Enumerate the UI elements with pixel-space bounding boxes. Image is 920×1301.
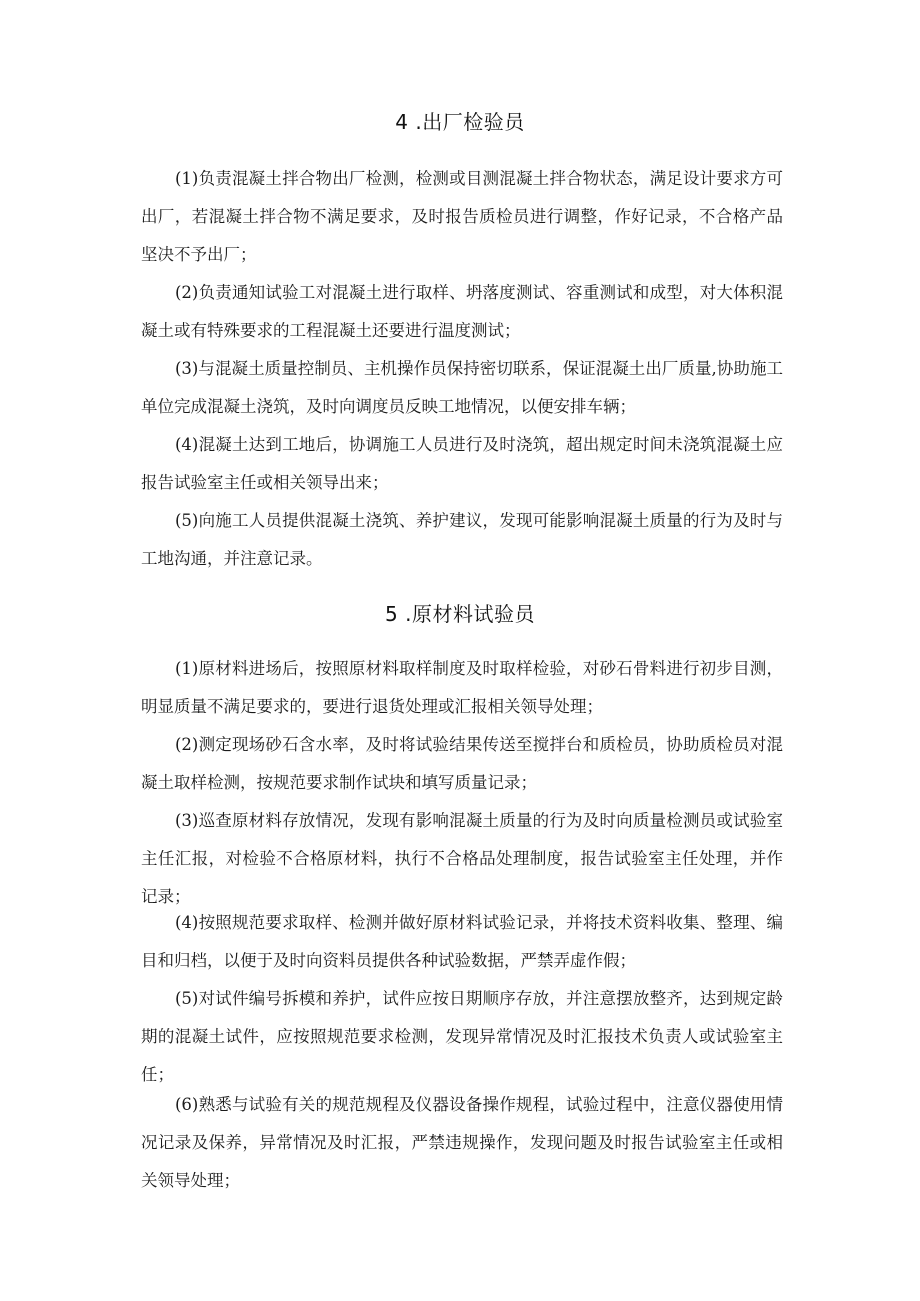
paragraph: (2)负责通知试验工对混凝土进行取样、坍落度测试、容重测试和成型，对大体积混凝土或有特殊要求的工程混凝土还要进行温度测试； — [141, 283, 783, 340]
section-title: 4 .出厂检验员 — [395, 110, 525, 134]
section-title: 5 .原材料试验员 — [385, 602, 535, 626]
paragraph: (5)对试件编号拆模和养护，试件应按日期顺序存放，并注意摆放整齐，达到规定龄期的混凝土试件，应按照规范要求检测，发现异常情况及时汇报技术负责人或试验室主任； — [141, 989, 783, 1084]
paragraph: (1)原材料进场后，按照原材料取样制度及时取样检验，对砂石骨料进行初步目测，明显质量不满足要求的，要进行退货处理或汇报相关领导处理； — [141, 659, 783, 716]
paragraph: (4)按照规范要求取样、检测并做好原材料试验记录，并将技术资料收集、整理、编目和归档，以便于及时向资料员提供各种试验数据，严禁弄虚作假； — [141, 913, 783, 970]
paragraph: (4)混凝土达到工地后，协调施工人员进行及时浇筑，超出规定时间未浇筑混凝土应报告试验室主任或相关领导出来； — [141, 435, 783, 492]
paragraph: (6)熟悉与试验有关的规范规程及仪器设备操作规程，试验过程中，注意仪器使用情况记录及保养，异常情况及时汇报，严禁违规操作，发现问题及时报告试验室主任或相关领导处理； — [141, 1095, 783, 1190]
paragraph: (5)向施工人员提供混凝土浇筑、养护建议，发现可能影响混凝土质量的行为及时与工地沟通，并注意记录。 — [141, 511, 783, 568]
paragraph: (3)巡查原材料存放情况，发现有影响混凝土质量的行为及时向质量检测员或试验室主任汇报，对检验不合格原材料，执行不合格品处理制度，报告试验室主任处理，并作记录； — [141, 811, 783, 906]
paragraph: (2)测定现场砂石含水率，及时将试验结果传送至搅拌台和质检员，协助质检员对混凝土取样检测，按规范要求制作试块和填写质量记录； — [141, 735, 783, 792]
paragraph: (1)负责混凝土拌合物出厂检测，检测或目测混凝土拌合物状态，满足设计要求方可出厂，若混凝土拌合物不满足要求，及时报告质检员进行调整，作好记录，不合格产品坚决不予出厂； — [141, 169, 783, 264]
paragraph: (3)与混凝土质量控制员、主机操作员保持密切联系，保证混凝土出厂质量,协助施工单位完成混凝土浇筑，及时向调度员反映工地情况，以便安排车辆； — [141, 359, 783, 416]
